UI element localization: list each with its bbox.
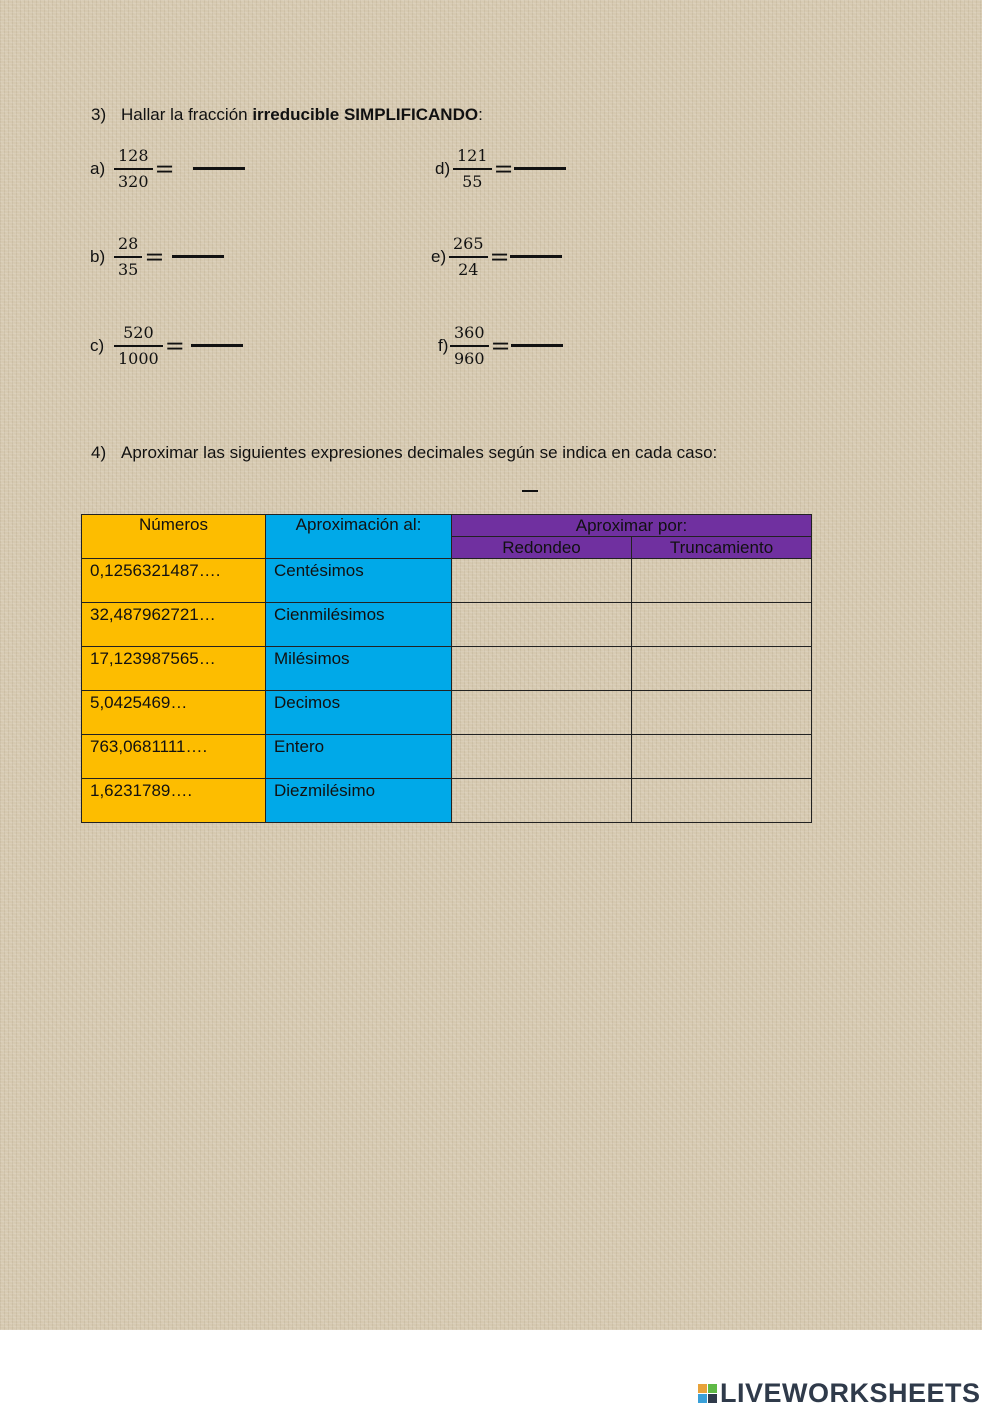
answer-blank[interactable] xyxy=(193,167,245,170)
denominator: 960 xyxy=(454,348,485,368)
equals-sign: = xyxy=(489,242,510,271)
table-row xyxy=(82,647,812,691)
fraction xyxy=(116,147,151,191)
stray-dash xyxy=(522,490,538,492)
question-4-title xyxy=(91,443,717,463)
number-cell: 1,6231789…. xyxy=(90,781,193,800)
approximation-cell: Entero xyxy=(274,737,325,756)
table-row xyxy=(82,603,812,647)
item-label: a) xyxy=(90,158,106,178)
fraction-item-f xyxy=(438,324,563,368)
answer-blank[interactable] xyxy=(514,167,566,170)
item-label: d) xyxy=(435,158,451,178)
numerator: 128 xyxy=(118,146,149,165)
truncamiento-answer-cell[interactable] xyxy=(632,559,812,603)
truncamiento-answer-cell[interactable] xyxy=(632,735,812,779)
approximation-cell: Decimos xyxy=(274,693,341,712)
fraction-item-a xyxy=(90,147,245,191)
fraction xyxy=(452,324,487,368)
truncamiento-answer-cell[interactable] xyxy=(632,603,812,647)
redondeo-answer-cell[interactable] xyxy=(452,779,632,823)
fraction-item-b xyxy=(90,235,224,279)
item-label: c) xyxy=(90,335,105,355)
brand-name: LIVEWORKSHEETS xyxy=(720,1378,981,1408)
item-label: e) xyxy=(431,246,447,266)
logo-square-icon xyxy=(708,1384,717,1393)
approximation-table xyxy=(81,514,812,823)
logo-square-icon xyxy=(698,1384,707,1393)
question-text: Aproximar las siguientes expresiones decimales según se indica en cada caso: xyxy=(121,443,718,462)
question-3-title xyxy=(91,105,483,125)
fraction xyxy=(455,147,490,191)
liveworksheets-logo[interactable] xyxy=(698,1378,981,1409)
equals-sign: = xyxy=(490,331,511,360)
logo-mark-icon xyxy=(698,1384,717,1403)
header-aproximacion: Aproximación al: xyxy=(266,515,452,559)
fraction-item-e xyxy=(431,235,562,279)
fraction xyxy=(116,324,161,368)
truncamiento-answer-cell[interactable] xyxy=(632,691,812,735)
redondeo-answer-cell[interactable] xyxy=(452,735,632,779)
truncamiento-answer-cell[interactable] xyxy=(632,647,812,691)
table-row xyxy=(82,691,812,735)
answer-blank[interactable] xyxy=(191,344,243,347)
header-aproximar-por: Aproximar por: xyxy=(452,515,812,537)
answer-blank[interactable] xyxy=(511,344,563,347)
numerator: 520 xyxy=(123,323,154,342)
truncamiento-answer-cell[interactable] xyxy=(632,779,812,823)
table-row xyxy=(82,559,812,603)
number-cell: 17,123987565… xyxy=(90,649,216,668)
redondeo-answer-cell[interactable] xyxy=(452,603,632,647)
logo-square-icon xyxy=(708,1394,717,1403)
number-cell: 5,0425469… xyxy=(90,693,188,712)
equals-sign: = xyxy=(493,154,514,183)
item-label: b) xyxy=(90,246,106,266)
number-cell: 32,487962721… xyxy=(90,605,216,624)
denominator: 55 xyxy=(462,171,483,191)
numerator: 121 xyxy=(457,146,488,165)
denominator: 1000 xyxy=(118,348,159,368)
number-cell: 0,1256321487…. xyxy=(90,561,221,580)
question-text-end: : xyxy=(478,105,483,124)
answer-blank[interactable] xyxy=(510,255,562,258)
equals-sign: = xyxy=(154,154,175,183)
approximation-cell: Diezmilésimo xyxy=(274,781,376,800)
equals-sign: = xyxy=(144,242,165,271)
question-text: Hallar la fracción xyxy=(121,105,253,124)
approximation-cell: Cienmilésimos xyxy=(274,605,385,624)
approximation-cell: Centésimos xyxy=(274,561,364,580)
header-numeros: Números xyxy=(82,515,266,559)
redondeo-answer-cell[interactable] xyxy=(452,691,632,735)
numerator: 360 xyxy=(454,323,485,342)
fraction-item-c xyxy=(90,324,243,368)
fraction xyxy=(116,235,140,279)
redondeo-answer-cell[interactable] xyxy=(452,647,632,691)
redondeo-answer-cell[interactable] xyxy=(452,559,632,603)
table-row xyxy=(82,779,812,823)
fraction-item-d xyxy=(435,147,566,191)
item-label: f) xyxy=(438,335,449,355)
header-redondeo: Redondeo xyxy=(452,537,632,559)
denominator: 320 xyxy=(118,171,149,191)
logo-square-icon xyxy=(698,1394,707,1403)
question-text-bold: irreducible SIMPLIFICANDO xyxy=(252,105,479,124)
question-number: 3) xyxy=(91,105,107,124)
numerator: 265 xyxy=(453,234,484,253)
answer-blank[interactable] xyxy=(172,255,224,258)
approximation-cell: Milésimos xyxy=(274,649,350,668)
numerator: 28 xyxy=(118,234,139,253)
table-row xyxy=(82,735,812,779)
fraction xyxy=(451,235,486,279)
denominator: 35 xyxy=(118,259,139,279)
equals-sign: = xyxy=(164,331,185,360)
number-cell: 763,0681111…. xyxy=(90,737,208,756)
header-truncamiento: Truncamiento xyxy=(632,537,812,559)
denominator: 24 xyxy=(458,259,479,279)
question-number: 4) xyxy=(91,443,107,462)
